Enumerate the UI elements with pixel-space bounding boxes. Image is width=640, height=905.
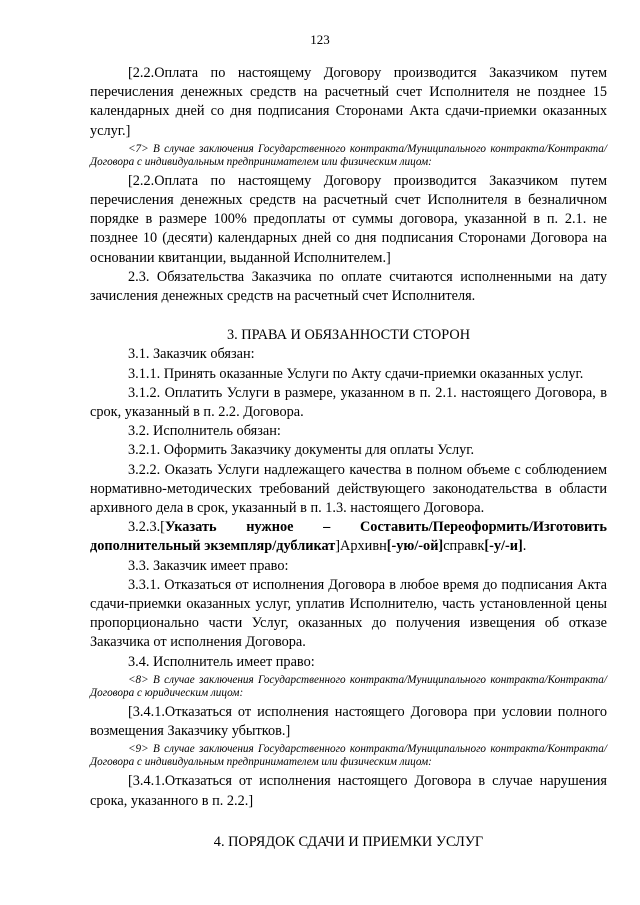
- paragraph-3-1-1: 3.1.1. Принять оказанные Услуги по Акту сдачи-приемки оказанных услуг.: [128, 365, 584, 382]
- p323-certificate: справк: [443, 538, 485, 555]
- paragraph-3-4: 3.4. Исполнитель имеет право:: [128, 653, 315, 670]
- paragraph-3-2-2: 3.2.2. Оказать Услуги надлежащего качества в полном объеме с соблюдением нормативно-методических требований действующего законодательства в области архивного дела в срок, указанный в п. 1.3. настоящего Договора.: [90, 461, 607, 517]
- section-3-heading: 3. ПРАВА И ОБЯЗАННОСТИ СТОРОН: [226, 327, 471, 344]
- footnote-7: <7> В случае заключения Государственного контракта/Муниципального контракта/Контракта/Договора с индивидуальным предпринимателем или физическим лицом:: [90, 142, 607, 168]
- paragraph-3-1-2: 3.1.2. Оплатить Услуги в размере, указанном в п. 2.1. настоящего Договора, в срок, указанный в п. 2.2. Договора.: [90, 384, 607, 421]
- p323-ending-1: [-ую/-ой]: [386, 538, 444, 555]
- p323-ending-2: [-у/-и]: [484, 538, 523, 555]
- p323-dot: .: [522, 538, 527, 555]
- section-4-heading: 4. ПОРЯДОК СДАЧИ И ПРИЕМКИ УСЛУГ: [213, 833, 484, 850]
- p323-prefix: 3.2.3.[: [128, 519, 165, 536]
- footnote-8: <8> В случае заключения Государственного контракта/Муниципального контракта/Контракта/Договора с юридическим лицом:: [90, 673, 607, 699]
- paragraph-3-2-1: 3.2.1. Оформить Заказчику документы для оплаты Услуг.: [128, 442, 475, 459]
- footnote-9: <9> В случае заключения Государственного контракта/Муниципального контракта/Контракта/Договора с индивидуальным предпринимателем или физическим лицом:: [90, 743, 607, 769]
- paragraph-3-4-1-option-b: [3.4.1.Отказаться от исполнения настоящего Договора в случае нарушения срока, указанного в п. 2.2.]: [90, 773, 607, 809]
- paragraph-3-3-1: 3.3.1. Отказаться от исполнения Договора в любое время до подписания Акта сдачи-приемки оказанных услуг, уплатив Исполнителю, часть установленной цены пропорционально части Услуг, оказанных до получения извещения об отказе Заказчика от исполнения Договора.: [90, 576, 607, 651]
- paragraph-3-3: 3.3. Заказчик имеет право:: [128, 557, 289, 574]
- paragraph-3-2: 3.2. Исполнитель обязан:: [128, 423, 281, 440]
- paragraph-2-3: 2.3. Обязательства Заказчика по оплате считаются исполненными на дату зачисления денежных средств на расчетный счет Исполнителя.: [90, 268, 607, 305]
- paragraph-3-1: 3.1. Заказчик обязан:: [128, 346, 255, 363]
- paragraph-2-2-option-b: [2.2.Оплата по настоящему Договору производится Заказчиком путем перечисления денежных средств на расчетный счет Исполнителя в безналичном порядке в размере 100% предоплаты от суммы договора, указанной в п. 2.1. не позднее 10 (десяти) календарных дней со дня подписания Сторонами Договора на основании квитанции, выданной Исполнителем.]: [90, 172, 607, 266]
- paragraph-2-2-option-a: [2.2.Оплата по настоящему Договору производится Заказчиком путем перечисления денежных средств на расчетный счет Исполнителя не позднее 15 календарных дней со дня подписания Сторонами Акта сдачи-приемки оказанных услуг.]: [90, 65, 607, 139]
- paragraph-3-2-3: [90, 518, 607, 556]
- page-body: [90, 64, 607, 852]
- page-number: 123: [310, 32, 330, 47]
- p323-archive: ]Архивн: [335, 538, 387, 555]
- paragraph-3-4-1-option-a: [3.4.1.Отказаться от исполнения настоящего Договора при условии полного возмещения Заказчику убытков.]: [90, 703, 607, 740]
- p323-bold-instruction: Указать нужное – Составить/Переоформить/Изготовить дополнительный экземпляр/дубликат: [90, 519, 607, 555]
